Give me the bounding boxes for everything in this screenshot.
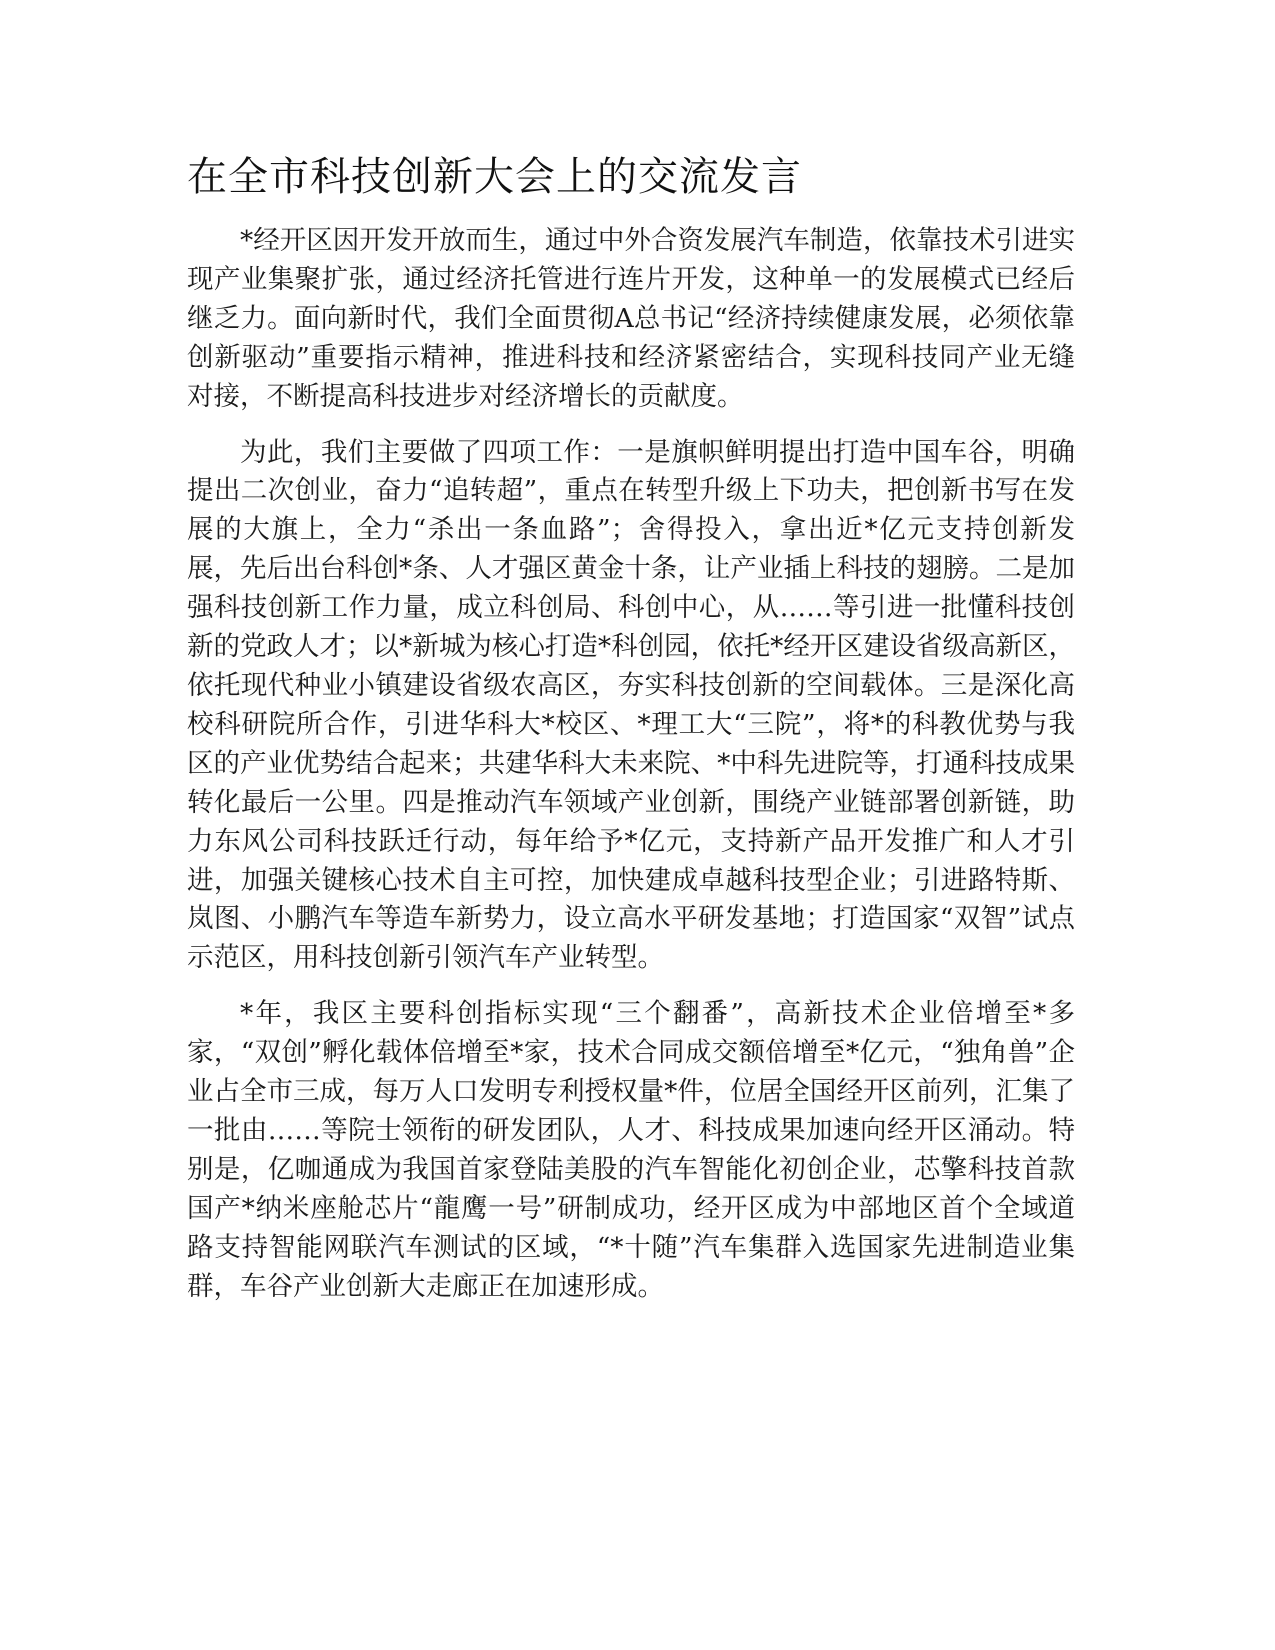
paragraph-2: 为此，我们主要做了四项工作：一是旗帜鲜明提出打造中国车谷，明确提出二次创业，奋力“追转超”，重点在转型升级上下功夫，把创新书写在发展的大旗上，全力“杀出一条血路”；舍得投入，拿出近*亿元支持创新发展，先后出台科创*条、人才强区黄金十条，让产业插上科技的翅膀。二是加强科技创新工作力量，成立科创局、科创中心，从……等引进一批懂科技创新的党政人才；以*新城为核心打造*科创园，依托*经开区建设省级高新区，依托现代种业小镇建设省级农高区，夯实科技创新的空间载体。三是深化高校科研院所合作，引进华科大*校区、*理工大“三院”，将*的科教优势与我区的产业优势结合起来；共建华科大未来院、*中科先进院等，打通科技成果转化最后一公里。四是推动汽车领域产业创新，围绕产业链部署创新链，助力东风公司科技跃迁行动，每年给予*亿元，支持新产品开发推广和人才引进，加强关键核心技术自主可控，加快建成卓越科技型企业；引进路特斯、岚图、小鹏汽车等造车新势力，设立高水平研发基地；打造国家“双智”试点示范区，用科技创新引领汽车产业转型。 bbox=[187, 436, 1075, 974]
paragraph-1: *经开区因开发开放而生，通过中外合资发展汽车制造，依靠技术引进实现产业集聚扩张，通过经济托管进行连片开发，这种单一的发展模式已经后继乏力。面向新时代，我们全面贯彻A总书记“经济持续健康发展，必须依靠创新驱动”重要指示精神，推进科技和经济紧密结合，实现科技同产业无缝对接，不断提高科技进步对经济增长的贡献度。 bbox=[187, 225, 1075, 412]
document-body bbox=[187, 222, 1075, 1306]
paragraph-3: *年，我区主要科创指标实现“三个翻番”，高新技术企业倍增至*多家，“双创”孵化载体倍增至*家，技术合同成交额倍增至*亿元，“独角兽”企业占全市三成，每万人口发明专利授权量*件，位居全国经开区前列，汇集了一批由……等院士领衔的研发团队，人才、科技成果加速向经开区涌动。特别是，亿咖通成为我国首家登陆美股的汽车智能化初创企业，芯擎科技首款国产*纳米座舱芯片“龍鹰一号”研制成功，经开区成为中部地区首个全域道路支持智能网联汽车测试的区域，“*十随”汽车集群入选国家先进制造业集群，车谷产业创新大走廊正在加速形成。 bbox=[187, 998, 1075, 1302]
document-title: 在全市科技创新大会上的交流发言 bbox=[187, 154, 802, 200]
document-content bbox=[187, 148, 1075, 1323]
